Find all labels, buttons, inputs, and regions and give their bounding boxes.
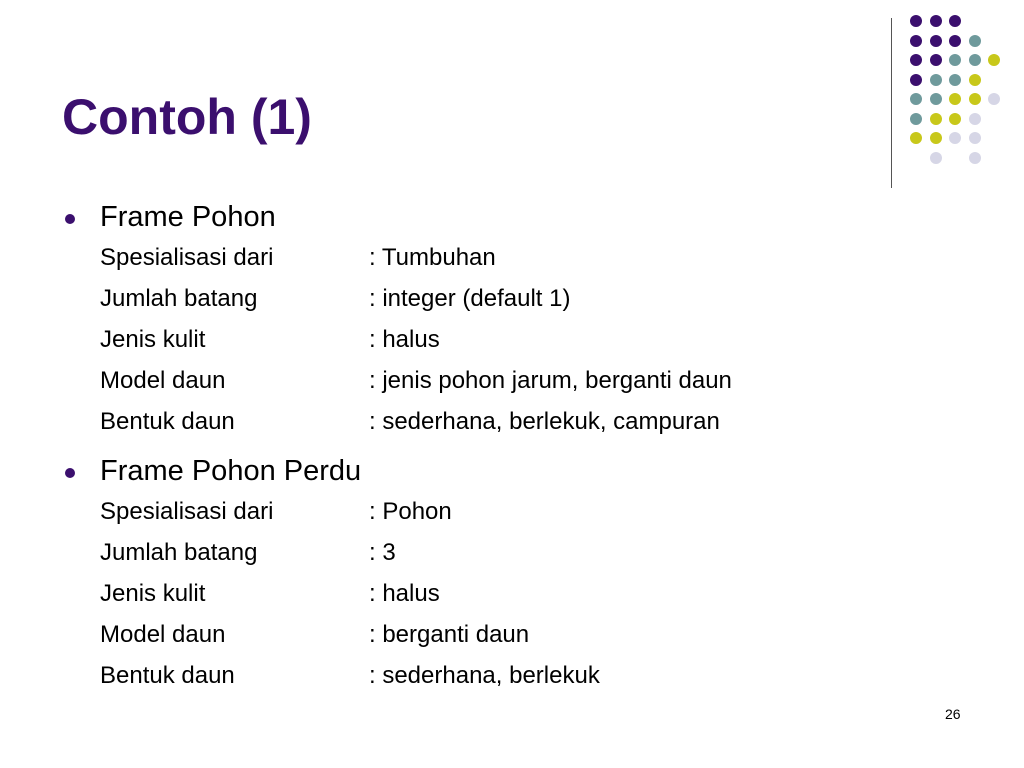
bullet-icon: [65, 468, 75, 478]
attribute-value: : 3: [369, 539, 396, 566]
attribute-label: Spesialisasi dari: [100, 498, 274, 525]
section-frame-pohon: [62, 198, 922, 443]
decorative-divider: [891, 18, 892, 188]
bullet-item: [62, 452, 922, 492]
attribute-value: : sederhana, berlekuk, campuran: [369, 408, 720, 435]
decorative-dot: [949, 93, 961, 105]
attribute-label: Bentuk daun: [100, 662, 235, 689]
decorative-dot: [969, 93, 981, 105]
attribute-row: [62, 402, 922, 443]
decorative-dot: [910, 54, 922, 66]
attribute-label: Model daun: [100, 367, 226, 394]
decorative-dot: [949, 113, 961, 125]
attribute-label: Jumlah batang: [100, 539, 258, 566]
decorative-dot: [969, 113, 981, 125]
decorative-dot: [910, 15, 922, 27]
attribute-row: [62, 320, 922, 361]
decorative-dot: [949, 35, 961, 47]
attribute-label: Jumlah batang: [100, 285, 258, 312]
decorative-dot: [949, 132, 961, 144]
attribute-value: : berganti daun: [369, 621, 530, 648]
bullet-icon: [65, 214, 75, 224]
decorative-dot: [930, 132, 942, 144]
attribute-row: [62, 533, 922, 574]
attribute-value: : jenis pohon jarum, berganti daun: [369, 367, 732, 394]
decorative-dot: [910, 74, 922, 86]
slide-title: Contoh (1): [62, 89, 312, 145]
attribute-row: [62, 574, 922, 615]
attribute-value: : Pohon: [369, 498, 452, 525]
decorative-dot: [949, 54, 961, 66]
section-frame-pohon-perdu: [62, 452, 922, 697]
attribute-label: Spesialisasi dari: [100, 244, 274, 271]
bullet-item: [62, 198, 922, 238]
decorative-dot: [949, 15, 961, 27]
decorative-dot: [930, 74, 942, 86]
attribute-value: : halus: [369, 580, 440, 607]
attribute-value: : halus: [369, 326, 440, 353]
attribute-label: Jenis kulit: [100, 580, 206, 607]
attribute-row: [62, 279, 922, 320]
decorative-dot: [930, 152, 942, 164]
decorative-dot: [910, 93, 922, 105]
decorative-dot: [910, 132, 922, 144]
attribute-label: Model daun: [100, 621, 226, 648]
decorative-dot: [988, 54, 1000, 66]
bullet-heading: Frame Pohon Perdu: [100, 455, 362, 487]
attribute-label: Bentuk daun: [100, 408, 235, 435]
attribute-row: [62, 492, 922, 533]
decorative-dot: [969, 35, 981, 47]
decorative-dot: [910, 113, 922, 125]
decorative-dot: [988, 93, 1000, 105]
decorative-dot: [910, 35, 922, 47]
decorative-dot: [969, 132, 981, 144]
decorative-dot: [930, 54, 942, 66]
attribute-label: Jenis kulit: [100, 326, 206, 353]
attribute-row: [62, 238, 922, 279]
attribute-row: [62, 615, 922, 656]
page-number: 26: [945, 706, 961, 722]
decorative-dot: [949, 74, 961, 86]
decorative-dot: [930, 93, 942, 105]
attribute-value: : Tumbuhan: [369, 244, 496, 271]
attribute-row: [62, 361, 922, 402]
decorative-dot-grid: [910, 15, 1010, 165]
decorative-dot: [930, 35, 942, 47]
decorative-dot: [930, 15, 942, 27]
attribute-row: [62, 656, 922, 697]
bullet-heading: Frame Pohon: [100, 201, 276, 233]
decorative-dot: [969, 74, 981, 86]
decorative-dot: [969, 54, 981, 66]
attribute-value: : sederhana, berlekuk: [369, 662, 600, 689]
decorative-dot: [930, 113, 942, 125]
attribute-value: : integer (default 1): [369, 285, 571, 312]
decorative-dot: [969, 152, 981, 164]
